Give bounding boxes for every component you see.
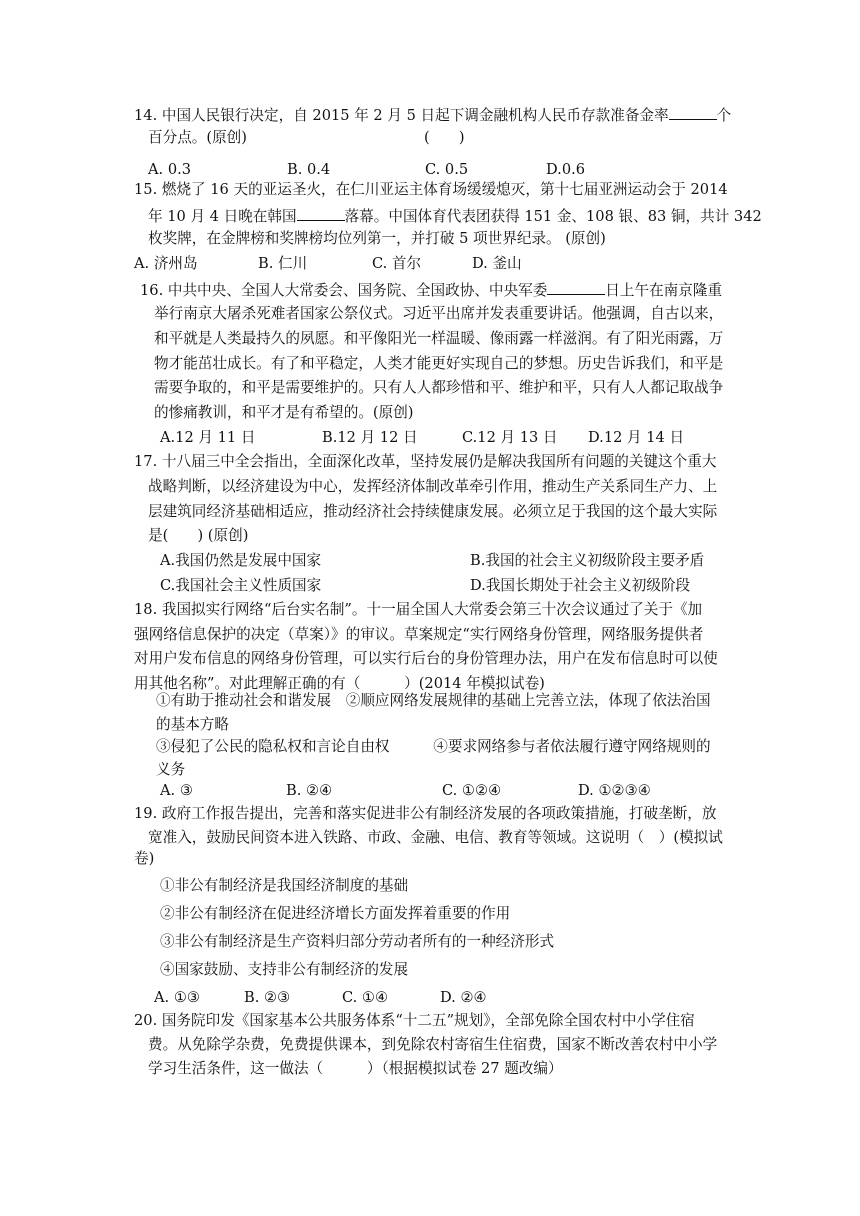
q17-option-d: D.我国长期处于社会主义初级阶段 (470, 577, 691, 594)
q15-option-a: A. 济州岛 (134, 255, 198, 272)
q15-option-d: D. 釜山 (472, 255, 522, 272)
q18-option-c: C. ①②④ (442, 782, 502, 799)
q18-line4: 用其他名称”。对此理解正确的有（ ）(2014 年模拟试卷) (134, 675, 545, 692)
q19-option-c: C. ①④ (342, 989, 389, 1006)
q16-blank (547, 279, 605, 295)
q18-statement-3-4: ③侵犯了公民的隐私权和言论自由权 ④要求网络参与者依法履行遵守网络规则的 (156, 738, 711, 755)
q17-line2: 战略判断，以经济建设为中心，发挥经济体制改革牵引作用，推动生产关系同生产力、上 (148, 478, 718, 495)
q19-line2: 宽准入，鼓励民间资本进入铁路、市政、金融、电信、教育等领域。这说明（ ）(模拟试 (148, 829, 723, 846)
q16-option-b: B.12 月 12 日 (322, 429, 418, 446)
q15-line1: 15. 燃烧了 16 天的亚运圣火，在仁川亚运主体育场缓缓熄灭，第十七届亚洲运动会于 2014 (134, 181, 728, 198)
q14-line1 (134, 104, 731, 126)
q16-line1 (140, 279, 722, 301)
q17-line3: 层建筑同经济基础相适应，推动经济社会持续健康发展。必须立足于我国的这个最大实际 (148, 503, 718, 520)
q18-line2: 强网络信息保护的决定（草案）》的审议。草案规定“实行网络身份管理，网络服务提供者 (134, 626, 704, 643)
q16-option-c: C.12 月 13 日 (462, 429, 558, 446)
q17-line1: 17. 十八届三中全会指出，全面深化改革，坚持发展仍是解决我国所有问题的关键这个重大 (134, 453, 717, 470)
q14-text: 个 (716, 107, 732, 124)
q17-option-a: A.我国仍然是发展中国家 (160, 552, 322, 569)
q14-option-a: A. 0.3 (148, 161, 192, 178)
q16-line3: 和平就是人类最持久的夙愿。和平像阳光一样温暖、像雨露一样滋润。有了阳光雨露，万 (154, 330, 724, 347)
q17-line4: 是( ) (原创) (148, 527, 249, 544)
q16-line4: 物才能茁壮成长。有了和平稳定，人类才能更好实现自己的梦想。历史告诉我们，和平是 (154, 355, 724, 372)
q14-option-c: C. 0.5 (425, 161, 469, 178)
q20-line2: 费。从免除学杂费，免费提供课本，到免除农村寄宿生住宿费，国家不断改善农村中小学 (148, 1036, 718, 1053)
q18-statement-1-2-cont: 的基本方略 (156, 716, 229, 733)
q15-line2 (148, 205, 762, 227)
q18-option-b: B. ②④ (286, 782, 333, 799)
q14-answer-paren: ( ) (424, 129, 465, 146)
q19-statement-2: ②非公有制经济在促进经济增长方面发挥着重要的作用 (160, 905, 511, 922)
q18-statement-1-2: ①有助于推动社会和谐发展 ②顺应网络发展规律的基础上完善立法，体现了依法治国 (156, 692, 711, 709)
q16-text: 日上午在南京隆重 (605, 282, 723, 299)
q20-line3: 学习生活条件，这一做法（ ）（根据模拟试卷 27 题改编） (148, 1060, 563, 1077)
q19-line3: 卷) (134, 850, 155, 867)
q16-line2: 举行南京大屠杀死难者国家公祭仪式。习近平出席并发表重要讲话。他强调，自古以来， (154, 305, 724, 322)
q14-option-d: D.0.6 (546, 161, 586, 178)
q14-blank (669, 104, 717, 120)
q15-line3: 枚奖牌，在金牌榜和奖牌榜均位列第一，并打破 5 项世界纪录。 (原创) (148, 230, 606, 247)
q14-option-b: B. 0.4 (287, 161, 331, 178)
q15-option-b: B. 仁川 (258, 255, 308, 272)
q16-line5: 需要争取的，和平是需要维护的。只有人人都珍惜和平、维护和平，只有人人都记取战争 (154, 379, 724, 396)
q17-option-c: C.我国社会主义性质国家 (160, 577, 322, 594)
q19-line1: 19. 政府工作报告提出，完善和落实促进非公有制经济发展的各项政策措施，打破垄断，放 (134, 805, 717, 822)
q19-statement-3: ③非公有制经济是生产资料归部分劳动者所有的一种经济形式 (160, 933, 555, 950)
q16-option-a: A.12 月 11 日 (160, 429, 256, 446)
q18-option-a: A. ③ (160, 782, 193, 799)
q15-text: 年 10 月 4 日晚在韩国 (148, 208, 297, 225)
q14-text: 14. 中国人民银行决定，自 2015 年 2 月 5 日起下调金融机构人民币存款准备金率 (134, 107, 669, 124)
q18-line3: 对用户发布信息的网络身份管理，可以实行后台的身份管理办法，用户在发布信息时可以使 (134, 650, 718, 667)
q18-option-d: D. ①②③④ (578, 782, 651, 799)
q15-text: 落幕。中国体育代表团获得 151 金、108 银、83 铜，共计 342 (344, 208, 762, 225)
q16-option-d: D.12 月 14 日 (588, 429, 685, 446)
q17-option-b: B.我国的社会主义初级阶段主要矛盾 (470, 552, 705, 569)
q15-option-c: C. 首尔 (372, 255, 422, 272)
q19-option-d: D. ②④ (440, 989, 487, 1006)
q20-line1: 20. 国务院印发《国家基本公共服务体系“十二五”规划》，全部免除全国农村中小学住宿 (134, 1012, 695, 1029)
q18-line1: 18. 我国拟实行网络“后台实名制”。十一届全国人大常委会第三十次会议通过了关于《加 (134, 601, 703, 618)
q19-statement-4: ④国家鼓励、支持非公有制经济的发展 (160, 961, 409, 978)
q19-statement-1: ①非公有制经济是我国经济制度的基础 (160, 877, 409, 894)
q19-option-a: A. ①③ (154, 989, 200, 1006)
q15-blank (297, 205, 345, 221)
q19-option-b: B. ②③ (244, 989, 291, 1006)
q16-text: 16. 中共中央、全国人大常委会、国务院、全国政协、中央军委 (140, 282, 548, 299)
q18-statement-3-4-cont: 义务 (156, 761, 186, 778)
q14-line2: 百分点。(原创) (148, 129, 247, 146)
q16-line6: 的惨痛教训，和平才是有希望的。(原创) (154, 404, 414, 421)
